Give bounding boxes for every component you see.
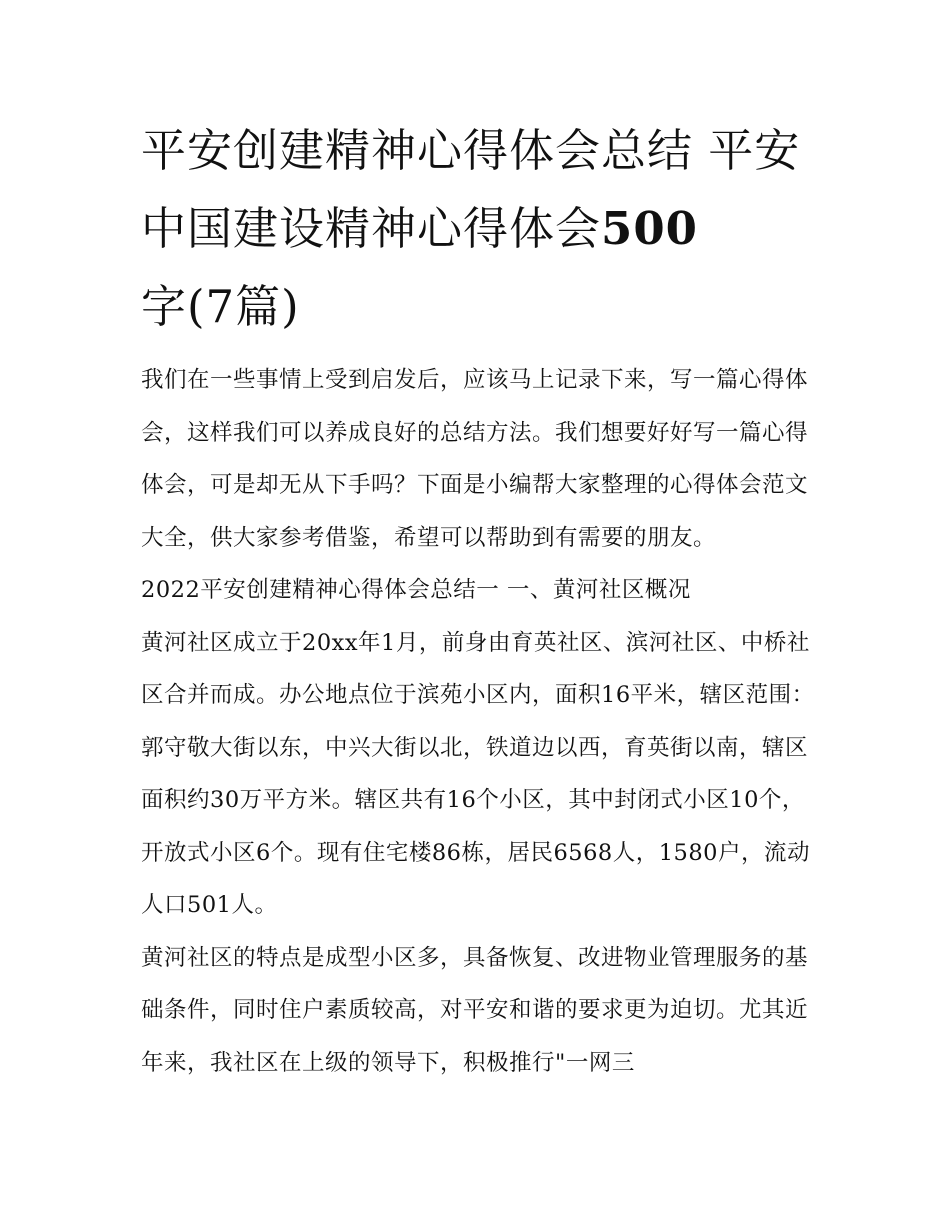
title-suffix: 字(7篇) bbox=[141, 280, 300, 333]
document-title bbox=[141, 112, 821, 346]
document-body bbox=[141, 354, 817, 1089]
title-number: 500 bbox=[601, 202, 698, 255]
community-features-paragraph: 黄河社区的特点是成型小区多，具备恢复、改进物业管理服务的基础条件，同时住户素质较高，对平安和谐的要求更为迫切。尤其近年来，我社区在上级的领导下，积极推行"一网三 bbox=[141, 944, 809, 1076]
intro-paragraph: 我们在一些事情上受到启发后，应该马上记录下来，写一篇心得体会，这样我们可以养成良好的总结方法。我们想要好好写一篇心得体会，可是却无从下手吗？下面是小编帮大家整理的心得体会范文大全，供大家参考借鉴，希望可以帮助到有需要的朋友。 bbox=[141, 367, 809, 551]
section-heading: 2022平安创建精神心得体会总结一 一、黄河社区概况 bbox=[141, 577, 691, 603]
title-text: 平安创建精神心得体会总结 平安中国建设精神心得体会 bbox=[141, 124, 801, 255]
community-overview-paragraph: 黄河社区成立于20xx年1月，前身由育英社区、滨河社区、中桥社区合并而成。办公地点位于滨苑小区内，面积16平米，辖区范围：郭守敬大街以东，中兴大街以北，铁道边以西，育英街以南，辖区面积约30万平方米。辖区共有16个小区，其中封闭式小区10个，开放式小区6个。现有住宅楼86栋，居民6568人，1580户，流动人口501人。 bbox=[141, 629, 815, 918]
